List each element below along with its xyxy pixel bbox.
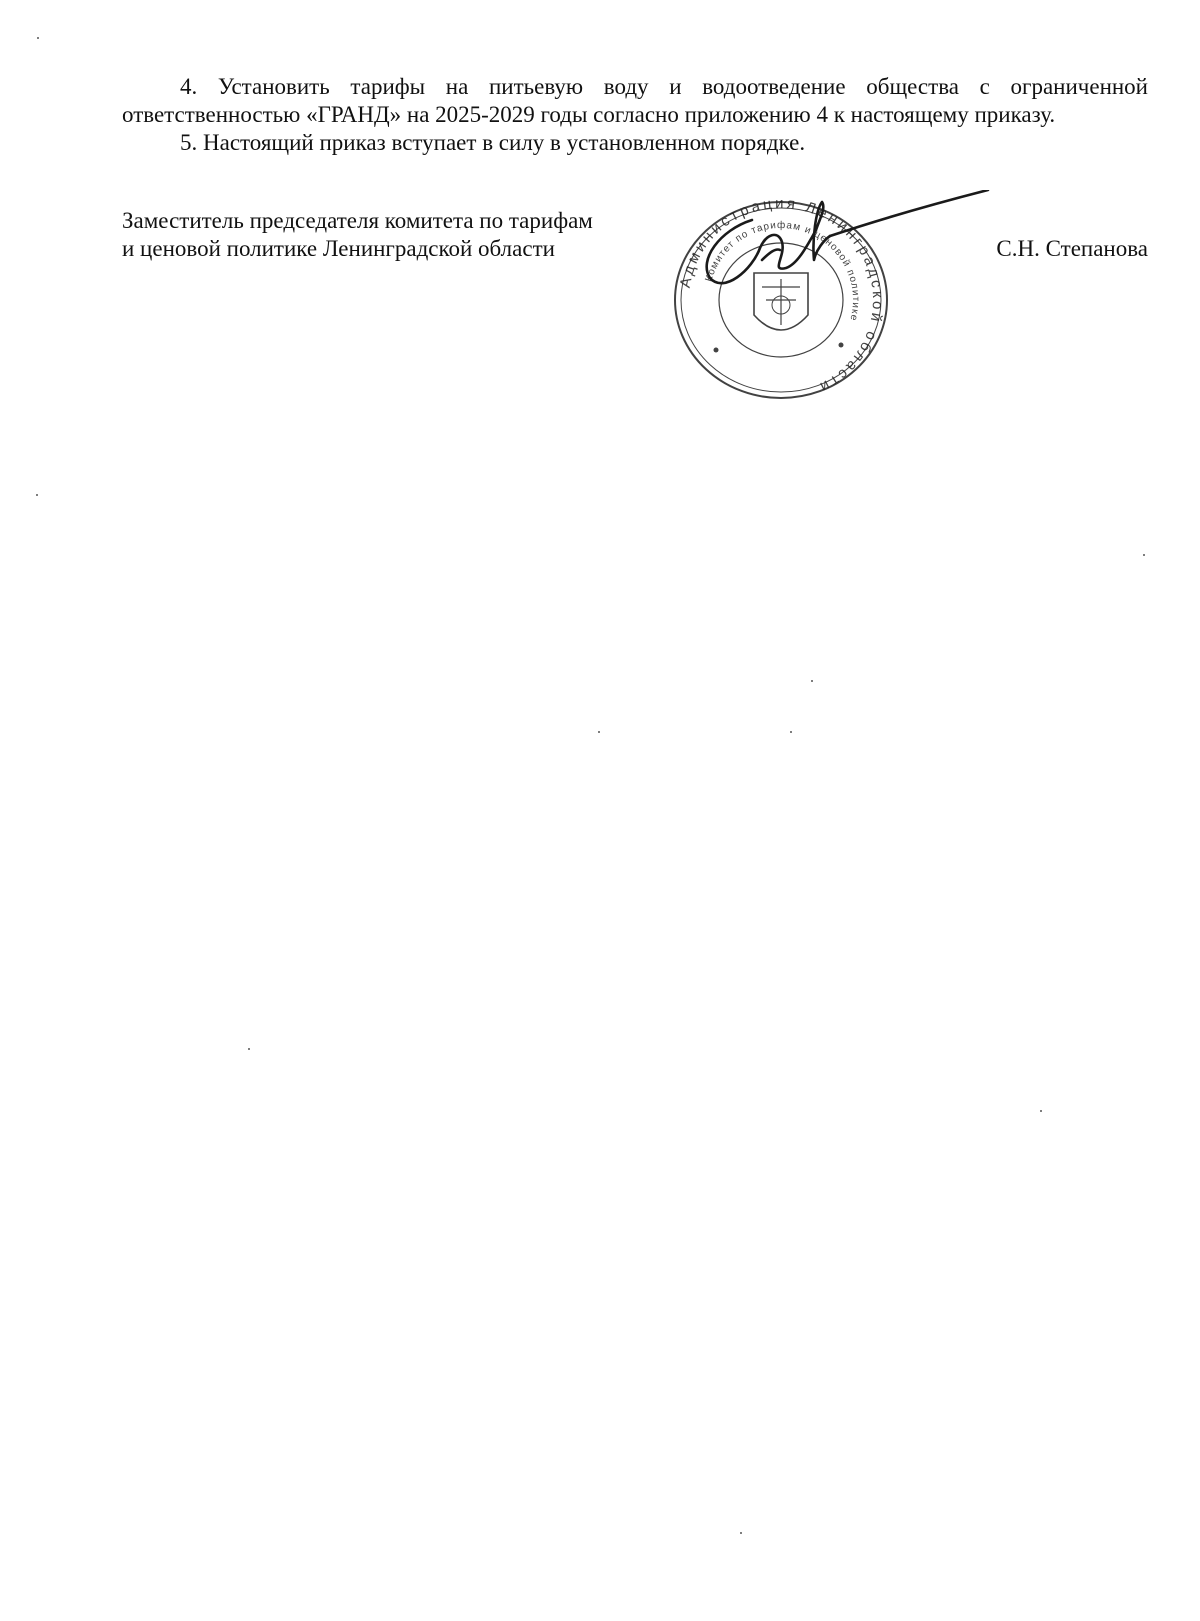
scan-speck — [1143, 554, 1145, 556]
scan-speck — [811, 680, 813, 682]
stamp-inner-text: Комитет по тарифам и ценовой политике — [703, 219, 862, 323]
paragraph-5: 5. Настоящий приказ вступает в силу в установленном порядке. — [180, 130, 806, 155]
scan-speck — [790, 731, 792, 733]
signer-title-line-2: и ценовой политике Ленинградской области — [122, 236, 555, 261]
scan-speck — [598, 731, 600, 733]
signer-name: С.Н. Степанова — [996, 236, 1148, 261]
document-body — [122, 73, 1148, 157]
paragraph-4: 4. Установить тарифы на питьевую воду и водоотведение общества с ограниченной ответственностью «ГРАНД» на 2025-2029 годы согласно приложению 4 к настоящему приказу. — [122, 74, 1148, 127]
signer-title-line-1: Заместитель председателя комитета по тарифам — [122, 208, 593, 233]
stamp-outer-text: Администрация Ленинградской области — [676, 195, 887, 397]
scan-speck — [740, 1532, 742, 1534]
signature-block — [122, 207, 1148, 407]
scan-speck — [37, 37, 39, 39]
handwritten-signature — [690, 190, 990, 300]
scan-speck — [36, 494, 38, 496]
scan-speck — [248, 1048, 250, 1050]
scan-speck — [1040, 1110, 1042, 1112]
signer-title — [122, 207, 662, 263]
